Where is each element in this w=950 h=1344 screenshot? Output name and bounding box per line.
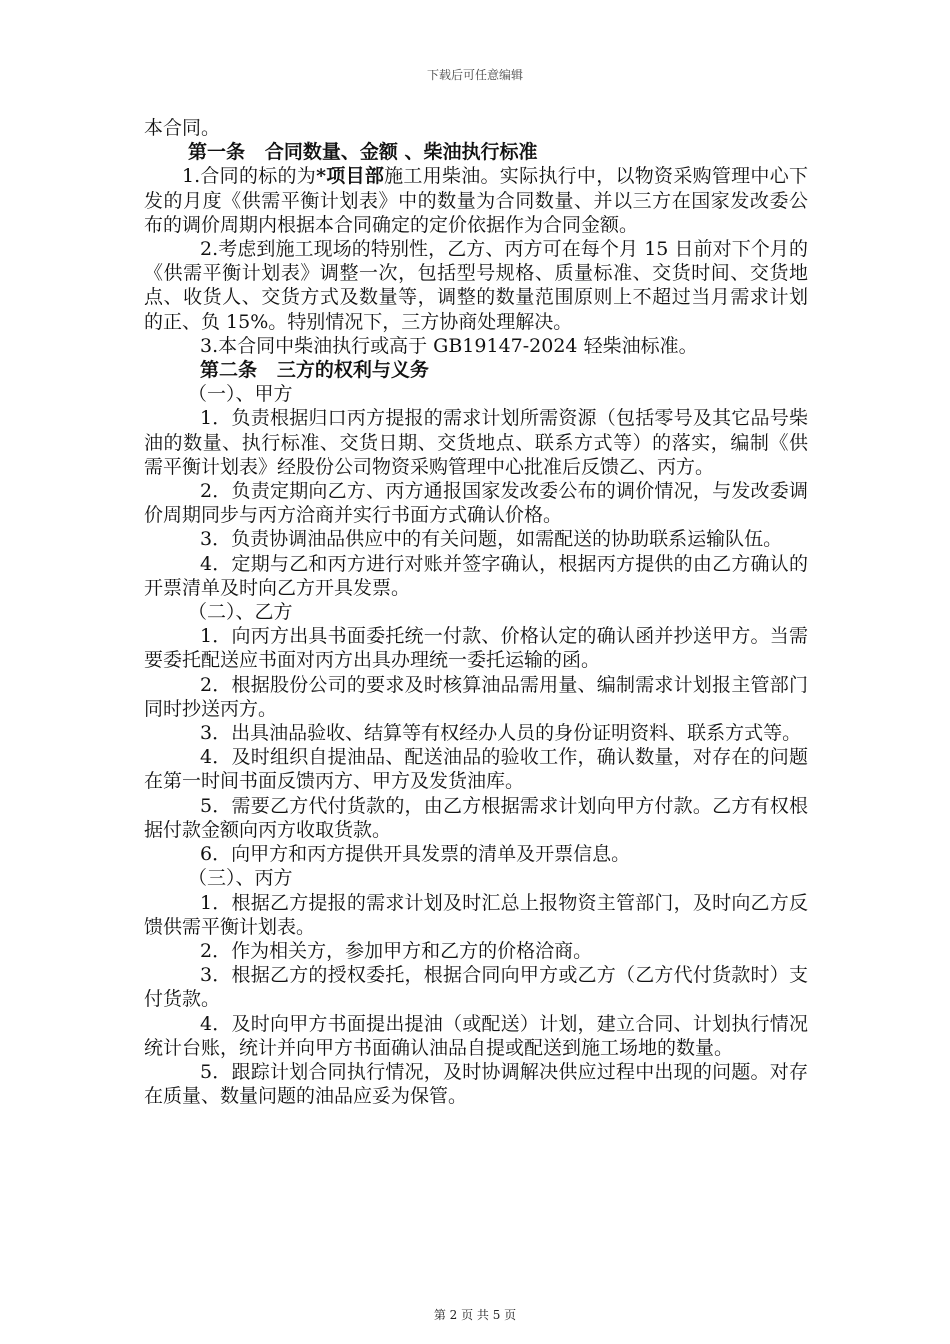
page-number-footer: 第 2 页 共 5 页 [433,1308,517,1322]
page-header: 下载后可任意编辑 [426,68,523,82]
paragraph: 本合同。 [144,117,221,139]
paragraph-b-5: 5．需要乙方代付货款的，由乙方根据需求计划向甲方付款。乙方有权根据付款金额向丙方收取货款。 [144,794,808,841]
bold-text: *项目部 [316,165,385,188]
paragraph-c-1: 1．根据乙方提报的需求计划及时汇总上报物资主管部门，及时向乙方反馈供需平衡计划表。 [144,891,808,938]
paragraph-a-4: 4．定期与乙和丙方进行对账并签字确认，根据丙方提供的由乙方确认的开票清单及时向乙方开具发票。 [144,552,808,599]
section-heading-party-b: （二）、乙方 [188,601,293,624]
paragraph-b-3: 3．出具油品验收、结算等有权经办人员的身份证明资料、联系方式等。 [200,722,802,745]
paragraph-a-3: 3．负责协调油品供应中的有关问题，如需配送的协助联系运输队伍。 [200,528,783,551]
paragraph-c-2: 2．作为相关方，参加甲方和乙方的价格洽商。 [200,939,593,962]
paragraph-c-4: 4．及时向甲方书面提出提油（或配送）计划，建立合同、计划执行情况统计台账，统计并向甲方书面确认油品自提或配送到施工场地的数量。 [144,1012,808,1059]
article-heading-2: 第二条 三方的权利与义务 [200,359,429,382]
paragraph-1-2: 2.考虑到施工现场的特别性，乙方、丙方可在每个月 15 日前对下个月的《供需平衡计划表》调整一次，包括型号规格、质量标准、交货时间、交货地点、收货人、交货方式及数量等，调整的数量范围原则上不超过当月需求计划的正、负 15%。特别情况下，三方协商处理解决。 [144,238,808,333]
paragraph-b-6: 6．向甲方和丙方提供开具发票的清单及开票信息。 [200,843,631,866]
paragraph-b-2: 2．根据股份公司的要求及时核算油品需用量、编制需求计划报主管部门同时抄送丙方。 [144,673,808,720]
paragraph-b-1: 1．向丙方出具书面委托统一付款、价格认定的确认函并抄送甲方。当需要委托配送应书面对丙方出具办理统一委托运输的函。 [144,625,808,672]
section-heading-party-a: （一）、甲方 [188,383,293,406]
text: 施工用柴油。实际执行中，以物资采购管理中心下发的月度《供需平衡计划表》中的数量为合同数量、并以三方在国家发改委公布的调价周期内根据本合同确定的定价依据作为合同金额。 [144,165,808,236]
article-heading-1: 第一条 合同数量、金额 、柴油执行标准 [188,141,538,164]
section-heading-party-c: （三）、丙方 [188,867,293,890]
document-body [144,116,808,1108]
paragraph-a-2: 2．负责定期向乙方、丙方通报国家发改委公布的调价情况，与发改委调价周期同步与丙方洽商并实行书面方式确认价格。 [144,480,808,527]
paragraph-c-3: 3．根据乙方的授权委托，根据合同向甲方或乙方（乙方代付货款时）支付货款。 [144,964,808,1011]
text: 1.合同的标的为 [182,165,317,188]
paragraph-1-1 [144,164,808,237]
paragraph-1-3: 3.本合同中柴油执行或高于 GB19147-2024 轻柴油标准。 [200,334,698,357]
paragraph-c-5: 5．跟踪计划合同执行情况，及时协调解决供应过程中出现的问题。对存在质量、数量问题的油品应妥为保管。 [144,1060,808,1108]
paragraph-b-4: 4．及时组织自提油品、配送油品的验收工作，确认数量，对存在的问题在第一时间书面反馈丙方、甲方及发货油库。 [144,746,808,793]
paragraph-a-1: 1．负责根据归口丙方提报的需求计划所需资源（包括零号及其它品号柴油的数量、执行标准、交货日期、交货地点、联系方式等）的落实，编制《供需平衡计划表》经股份公司物资采购管理中心批准后反馈乙、丙方。 [144,407,808,478]
